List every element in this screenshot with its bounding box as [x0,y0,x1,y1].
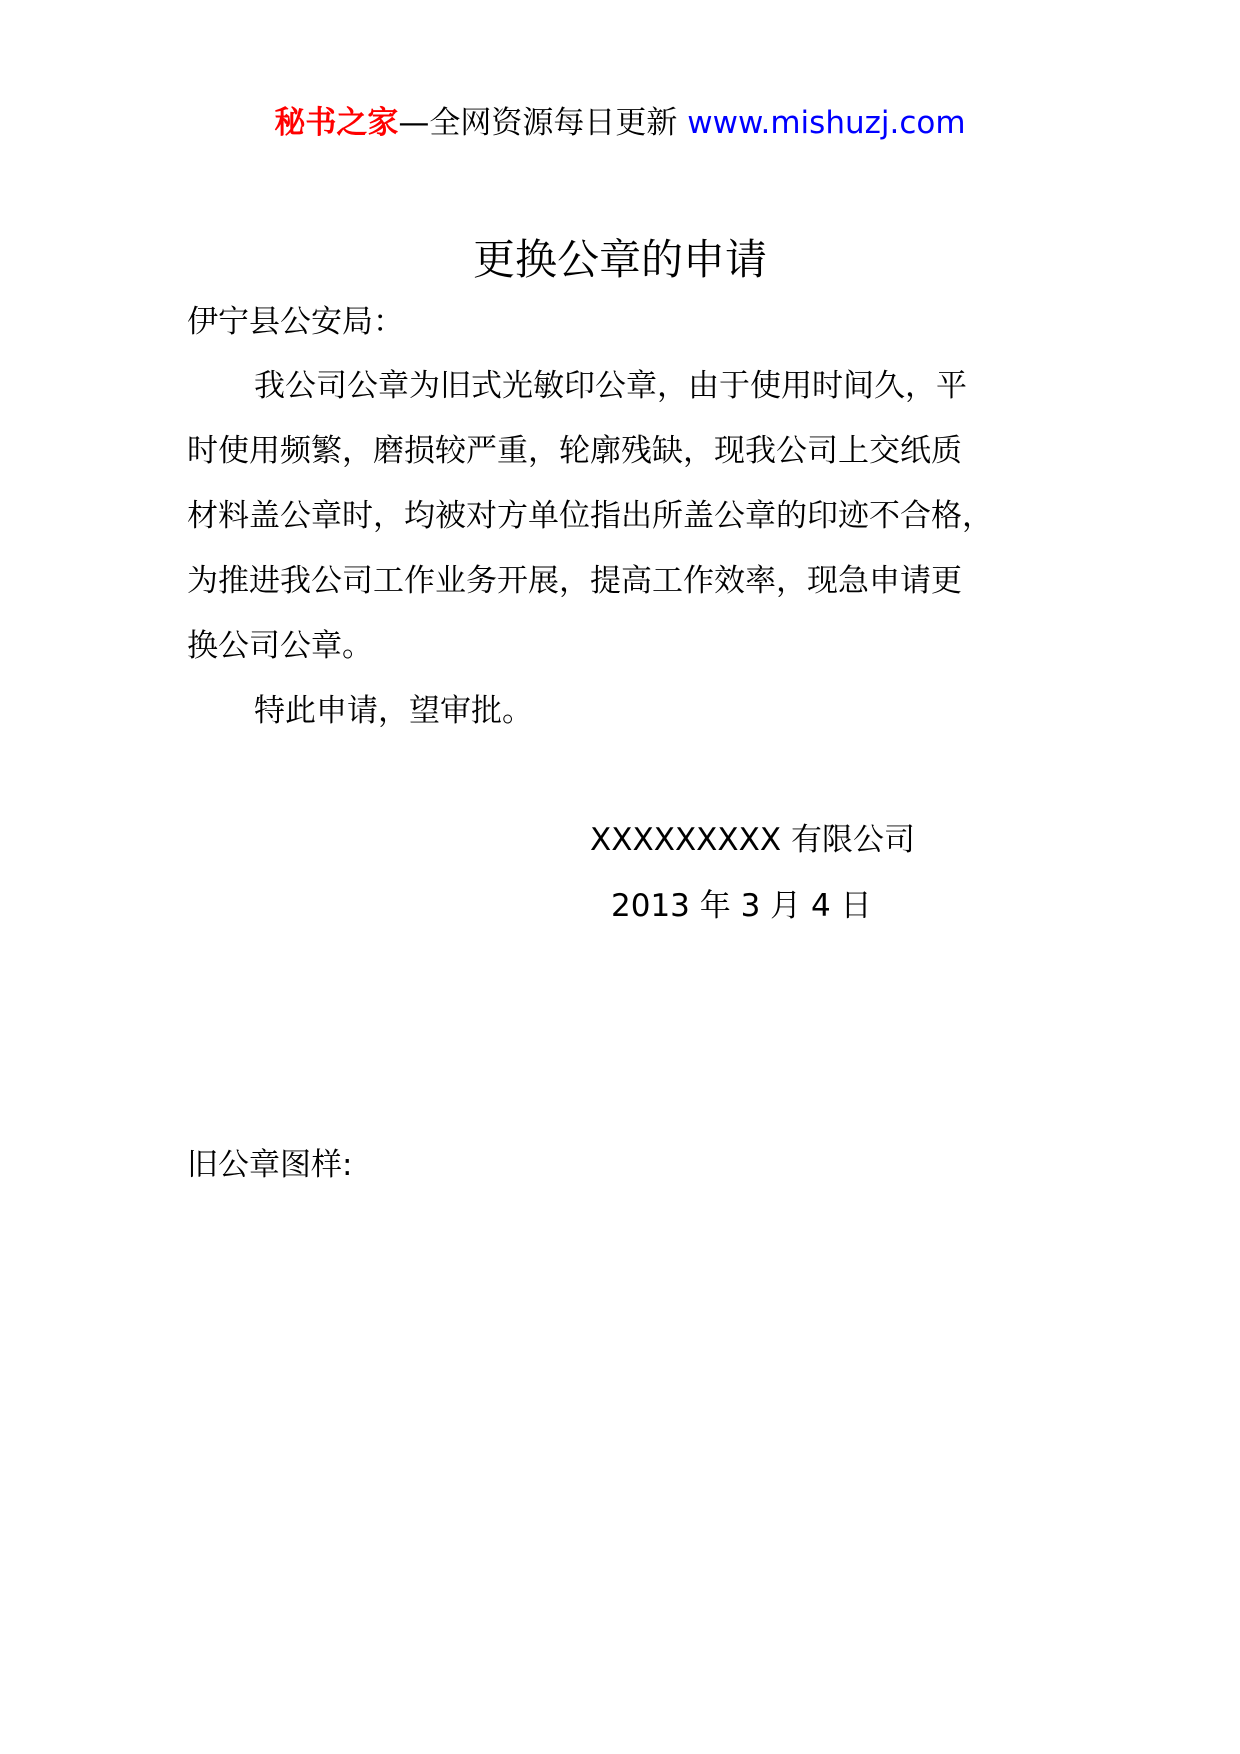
header-tagline: —全网资源每日更新 [398,105,678,141]
signature-date: 2013 年 3 月 4 日 [611,888,872,924]
site-url-link[interactable]: www.mishuzj.com [687,105,966,141]
body-line-1: 我公司公章为旧式光敏印公章，由于使用时间久，平 [254,368,967,404]
document-title: 更换公章的申请 [472,235,767,284]
body-line-5: 换公司公章。 [187,628,373,664]
recipient-line: 伊宁县公安局： [187,304,404,340]
old-seal-label: 旧公章图样: [187,1147,353,1183]
closing-line: 特此申请，望审批。 [254,693,533,729]
signature-company: XXXXXXXXX 有限公司 [590,822,915,858]
body-line-4: 为推进我公司工作业务开展，提高工作效率，现急申请更 [187,563,962,599]
brand-name: 秘书之家 [274,105,399,141]
body-line-2: 时使用频繁，磨损较严重，轮廓残缺，现我公司上交纸质 [187,433,962,469]
site-header [0,103,1240,143]
body-line-3: 材料盖公章时，均被对方单位指出所盖公章的印迹不合格， [187,498,993,534]
